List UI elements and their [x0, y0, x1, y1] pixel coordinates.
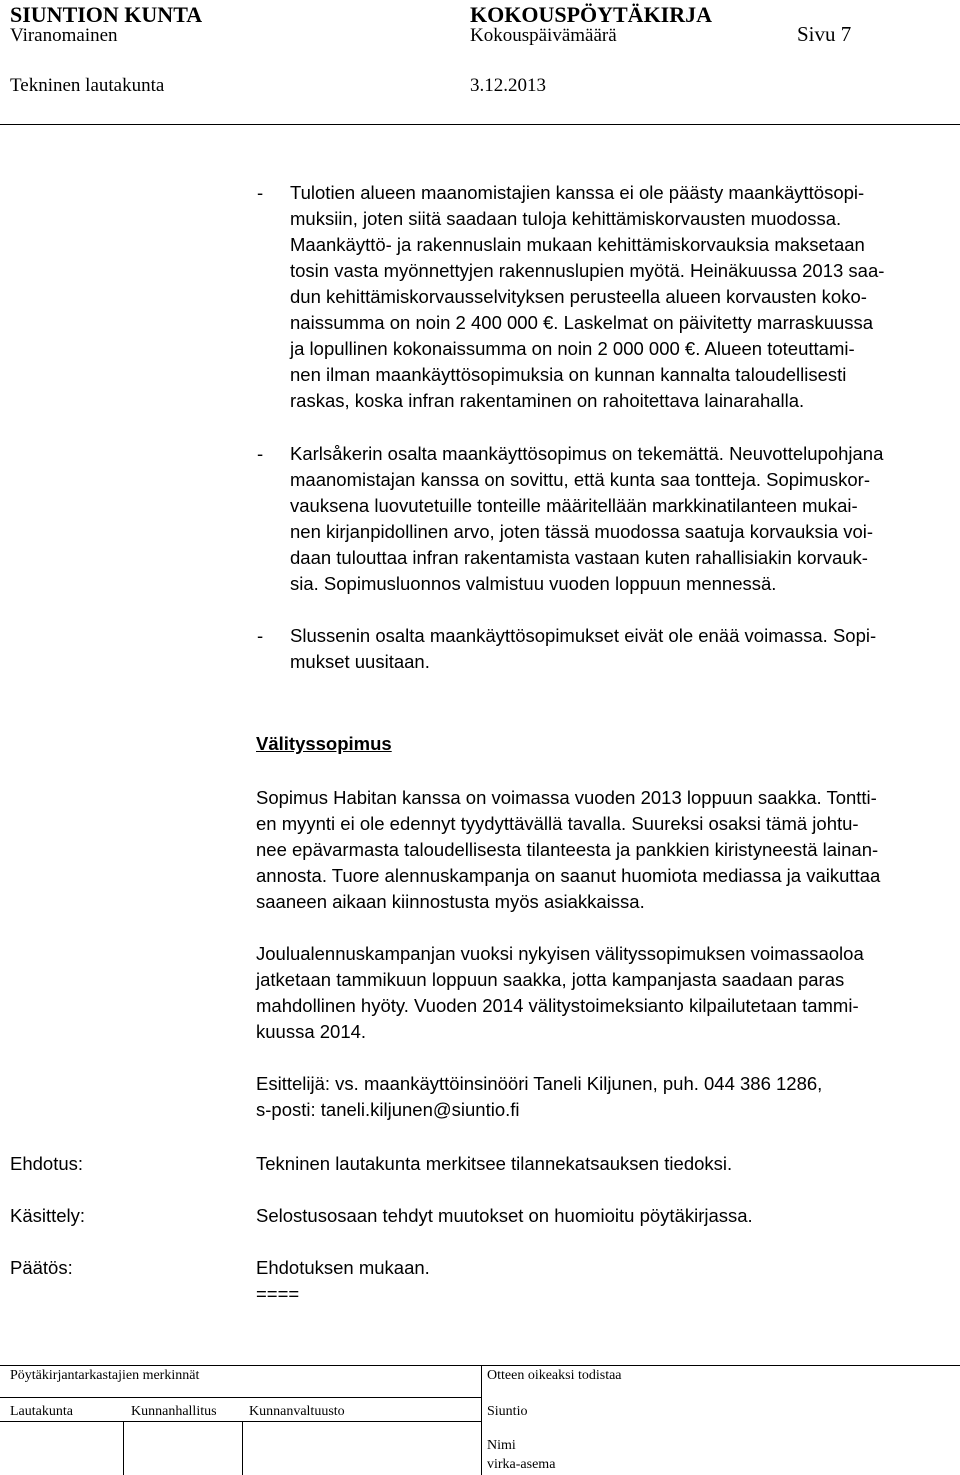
- text-line: annosta. Tuore alennuskampanja on saanut huomiota mediassa ja vaikuttaa: [256, 865, 881, 886]
- end-mark: ====: [256, 1283, 300, 1304]
- text-line: kuussa 2014.: [256, 1021, 367, 1042]
- footer-top-rule: [0, 1365, 960, 1366]
- paragraph-habitat: [256, 785, 880, 915]
- bullet-tulotie: [290, 180, 884, 414]
- authority-label: Viranomainen: [10, 25, 118, 46]
- footer-divider: [481, 1365, 482, 1475]
- decision-label: Päätös:: [10, 1257, 73, 1278]
- text-line: maanomistajan kanssa on sovittu, että kunta saa tontteja. Sopimuskor-: [290, 469, 870, 490]
- proposal-text: Tekninen lautakunta merkitsee tilannekatsauksen tiedoksi.: [256, 1153, 733, 1174]
- footer-col-divider: [242, 1421, 243, 1475]
- text-line: raskas, koska infran rakentaminen on rahoitettava lainarahalla.: [290, 390, 805, 411]
- paragraph-campaign: [256, 941, 864, 1045]
- bullet-karlsaker: [290, 441, 883, 597]
- footer-sign-rule: [0, 1421, 481, 1422]
- text-line: Karlsåkerin osalta maankäyttösopimus on tekemättä. Neuvottelupohjana: [290, 443, 884, 464]
- text-line: Tulotien alueen maanomistajien kanssa ei ole päästy maankäyttösopi-: [290, 182, 865, 203]
- text-line: saaneen aikaan kiinnostusta myös asiakkaissa.: [256, 891, 645, 912]
- text-line: muksiin, joten siitä saadaan tuloja kehittämiskorvausten muodossa.: [290, 208, 842, 229]
- text-line: ja lopullinen kokonaissumma on noin 2 000 000 €. Alueen toteuttami-: [290, 338, 855, 359]
- text-line: Maankäyttö- ja rakennuslain mukaan kehittämiskorvauksia maksetaan: [290, 234, 865, 255]
- section-heading: Välityssopimus: [256, 733, 392, 754]
- handling-text: Selostusosaan tehdyt muutokset on huomioitu pöytäkirjassa.: [256, 1205, 753, 1226]
- text-line: nen kirjanpidollinen arvo, joten tässä muodossa saatuja korvauksia voi-: [290, 521, 874, 542]
- footer-col-divider: [123, 1421, 124, 1475]
- paragraph-presenter: [256, 1071, 822, 1123]
- bullet-slussen: [290, 623, 876, 675]
- authority-name: Tekninen lautakunta: [10, 75, 165, 96]
- text-line: Slussenin osalta maankäyttösopimukset eivät ole enää voimassa. Sopi-: [290, 625, 877, 646]
- text-line: sia. Sopimusluonnos valmistuu vuoden loppuun mennessä.: [290, 573, 777, 594]
- handling-label: Käsittely:: [10, 1205, 86, 1226]
- text-line: Sopimus Habitan kanssa on voimassa vuoden 2013 loppuun saakka. Tontti-: [256, 787, 877, 808]
- text-line: vauksena luovutetuille tonteille määritellään markkinatilanteen mukai-: [290, 495, 858, 516]
- column-council: Kunnanvaltuusto: [249, 1404, 345, 1419]
- bullet-dash: -: [257, 625, 264, 646]
- text-line: nee epävarmasta taloudellisesta tilanteesta ja pankkien kiristyneestä lainan-: [256, 839, 879, 860]
- text-line: mukset uusitaan.: [290, 651, 430, 672]
- text-line: s-posti: taneli.kiljunen@siuntio.fi: [256, 1099, 520, 1120]
- place: Siuntio: [487, 1404, 528, 1419]
- text-line: nen ilman maankäyttösopimuksia on kunnan kannalta taloudellisesti: [290, 364, 847, 385]
- copy-certified-label: Otteen oikeaksi todistaa: [487, 1368, 622, 1383]
- text-line: en myynti ei ole edennyt tyydyttävällä tavalla. Suureksi osaksi tämä johtu-: [256, 813, 859, 834]
- bullet-dash: -: [257, 182, 264, 203]
- header-rule: [0, 124, 960, 125]
- decision-text: Ehdotuksen mukaan.: [256, 1257, 430, 1278]
- checkers-label: Pöytäkirjantarkastajien merkinnät: [10, 1368, 200, 1383]
- text-line: daan tulouttaa infran rakentamista vastaan kuten rahallisiakin korvauk-: [290, 547, 868, 568]
- meeting-date: 3.12.2013: [470, 75, 546, 96]
- text-line: Esittelijä: vs. maankäyttöinsinööri Taneli Kiljunen, puh. 044 386 1286,: [256, 1073, 823, 1094]
- text-line: Joulualennuskampanjan vuoksi nykyisen välityssopimuksen voimassaoloa: [256, 943, 864, 964]
- footer-mid-rule: [0, 1397, 481, 1398]
- column-municipal-board: Kunnanhallitus: [131, 1404, 217, 1419]
- text-line: jatketaan tammikuun loppuun saakka, jotta kampanjasta saadaan paras: [256, 969, 845, 990]
- bullet-dash: -: [257, 443, 264, 464]
- org-name: SIUNTION KUNTA: [10, 2, 203, 27]
- text-line: tosin vasta myönnettyjen rakennuslupien myötä. Heinäkuussa 2013 saa-: [290, 260, 885, 281]
- column-board: Lautakunta: [10, 1404, 73, 1419]
- page-number: Sivu 7: [797, 22, 852, 46]
- title-label: virka-asema: [487, 1457, 556, 1472]
- proposal-label: Ehdotus:: [10, 1153, 84, 1174]
- text-line: mahdollinen hyöty. Vuoden 2014 välitystoimeksianto kilpailutetaan tammi-: [256, 995, 859, 1016]
- document-type: KOKOUSPÖYTÄKIRJA: [470, 2, 713, 27]
- meeting-date-label: Kokouspäivämäärä: [470, 25, 617, 46]
- text-line: naissumma on noin 2 400 000 €. Laskelmat on päivitetty marraskuussa: [290, 312, 874, 333]
- text-line: dun kehittämiskorvausselvityksen perusteella alueen korvausten koko-: [290, 286, 867, 307]
- name-label: Nimi: [487, 1438, 516, 1453]
